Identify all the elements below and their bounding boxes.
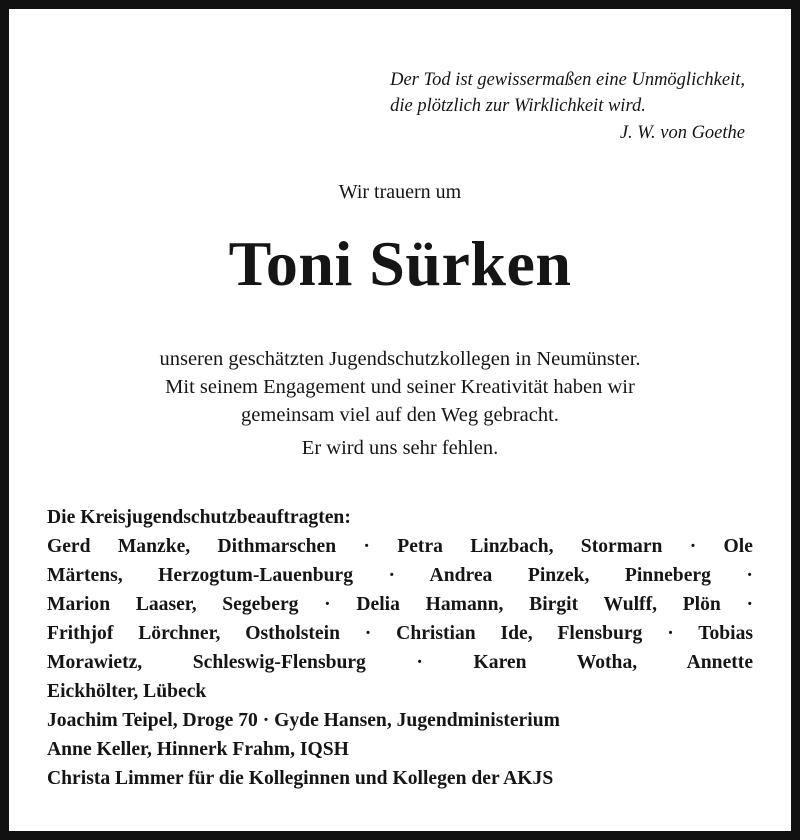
signer-word: Herzogtum-Lauenburg [158, 565, 354, 586]
signer-word: Frithjof [47, 623, 114, 644]
signer-word: Marion [47, 594, 111, 615]
signer-word: Dithmarschen [217, 536, 337, 557]
signer-word: Wotha, [576, 652, 638, 673]
deceased-name: Toni Sürken [228, 228, 572, 299]
signer-word: Stormarn [580, 536, 663, 557]
signer-word: Linzbach, [470, 536, 554, 557]
signers-heading: Die Kreisjugendschutzbeauftragten: [47, 507, 351, 528]
signer-word: Manzke, [117, 536, 191, 557]
signers-line-3 [47, 590, 753, 619]
signer-word: Plön [682, 594, 721, 615]
signer-word: · [388, 565, 396, 586]
signers-line-4 [47, 619, 753, 648]
mourning-intro: Wir trauern um [338, 181, 462, 203]
signer-word: Märtens, [47, 565, 123, 586]
signer-word: Pinzek, [527, 565, 590, 586]
closing-line: Er wird uns sehr fehlen. [301, 437, 499, 459]
signers-line-7: Joachim Teipel, Droge 70 · Gyde Hansen, Jugendministerium [47, 710, 560, 731]
quote-author: J. W. von Goethe [619, 123, 745, 143]
signer-word: Karen [473, 652, 527, 673]
signer-word: Delia [356, 594, 400, 615]
signers-line-5 [47, 648, 753, 677]
message-line-3: gemeinsam viel auf den Weg gebracht. [241, 404, 559, 426]
signer-word: · [746, 594, 754, 615]
goethe-quote [390, 67, 745, 119]
signer-word: · [324, 594, 331, 615]
quote-line-1: Der Tod ist gewissermaßen eine Unmöglichkeit, [390, 70, 745, 90]
signer-word: Hamann, [425, 594, 504, 615]
message-line-2: Mit seinem Engagement und seiner Kreativität haben wir [165, 376, 635, 398]
signers-line-2 [47, 561, 753, 590]
signer-word: Laaser, [135, 594, 197, 615]
signer-word: Christian [396, 623, 476, 644]
signer-word: Gerd [47, 536, 91, 557]
signer-word: Wulff, [603, 594, 657, 615]
signer-word: Ole [723, 536, 753, 557]
signer-word: Schleswig-Flensburg [192, 652, 366, 673]
signers-line-1 [47, 532, 753, 561]
signer-word: Pinneberg [624, 565, 711, 586]
signer-word: Andrea [429, 565, 493, 586]
signer-word: · [689, 536, 697, 557]
signers-line-6: Eickhölter, Lübeck [47, 681, 207, 702]
signer-word: Annette [686, 652, 754, 673]
signers-line-8: Anne Keller, Hinnerk Frahm, IQSH [47, 739, 349, 760]
signer-word: Ide, [500, 623, 533, 644]
signer-word: Morawietz, [47, 652, 143, 673]
signers-line-9: Christa Limmer für die Kolleginnen und Kollegen der AKJS [47, 768, 554, 789]
signer-word: Petra [397, 536, 443, 557]
signer-word: Birgit [529, 594, 579, 615]
signer-word: · [416, 652, 423, 673]
signer-word: Lörchner, [138, 623, 221, 644]
signer-word: · [667, 623, 674, 644]
tribute-message [9, 345, 791, 429]
signer-word: Flensburg [557, 623, 643, 644]
signer-word: · [363, 536, 370, 557]
signer-word: Tobias [698, 623, 754, 644]
signer-word: Ostholstein [245, 623, 340, 644]
signer-word: · [364, 623, 372, 644]
quote-line-2: die plötzlich zur Wirklichkeit wird. [390, 96, 646, 116]
message-line-1: unseren geschätzten Jugendschutzkollegen in Neumünster. [159, 348, 641, 370]
signer-word: Segeberg [222, 594, 299, 615]
signers-block [47, 503, 753, 793]
signer-word: · [746, 565, 753, 586]
